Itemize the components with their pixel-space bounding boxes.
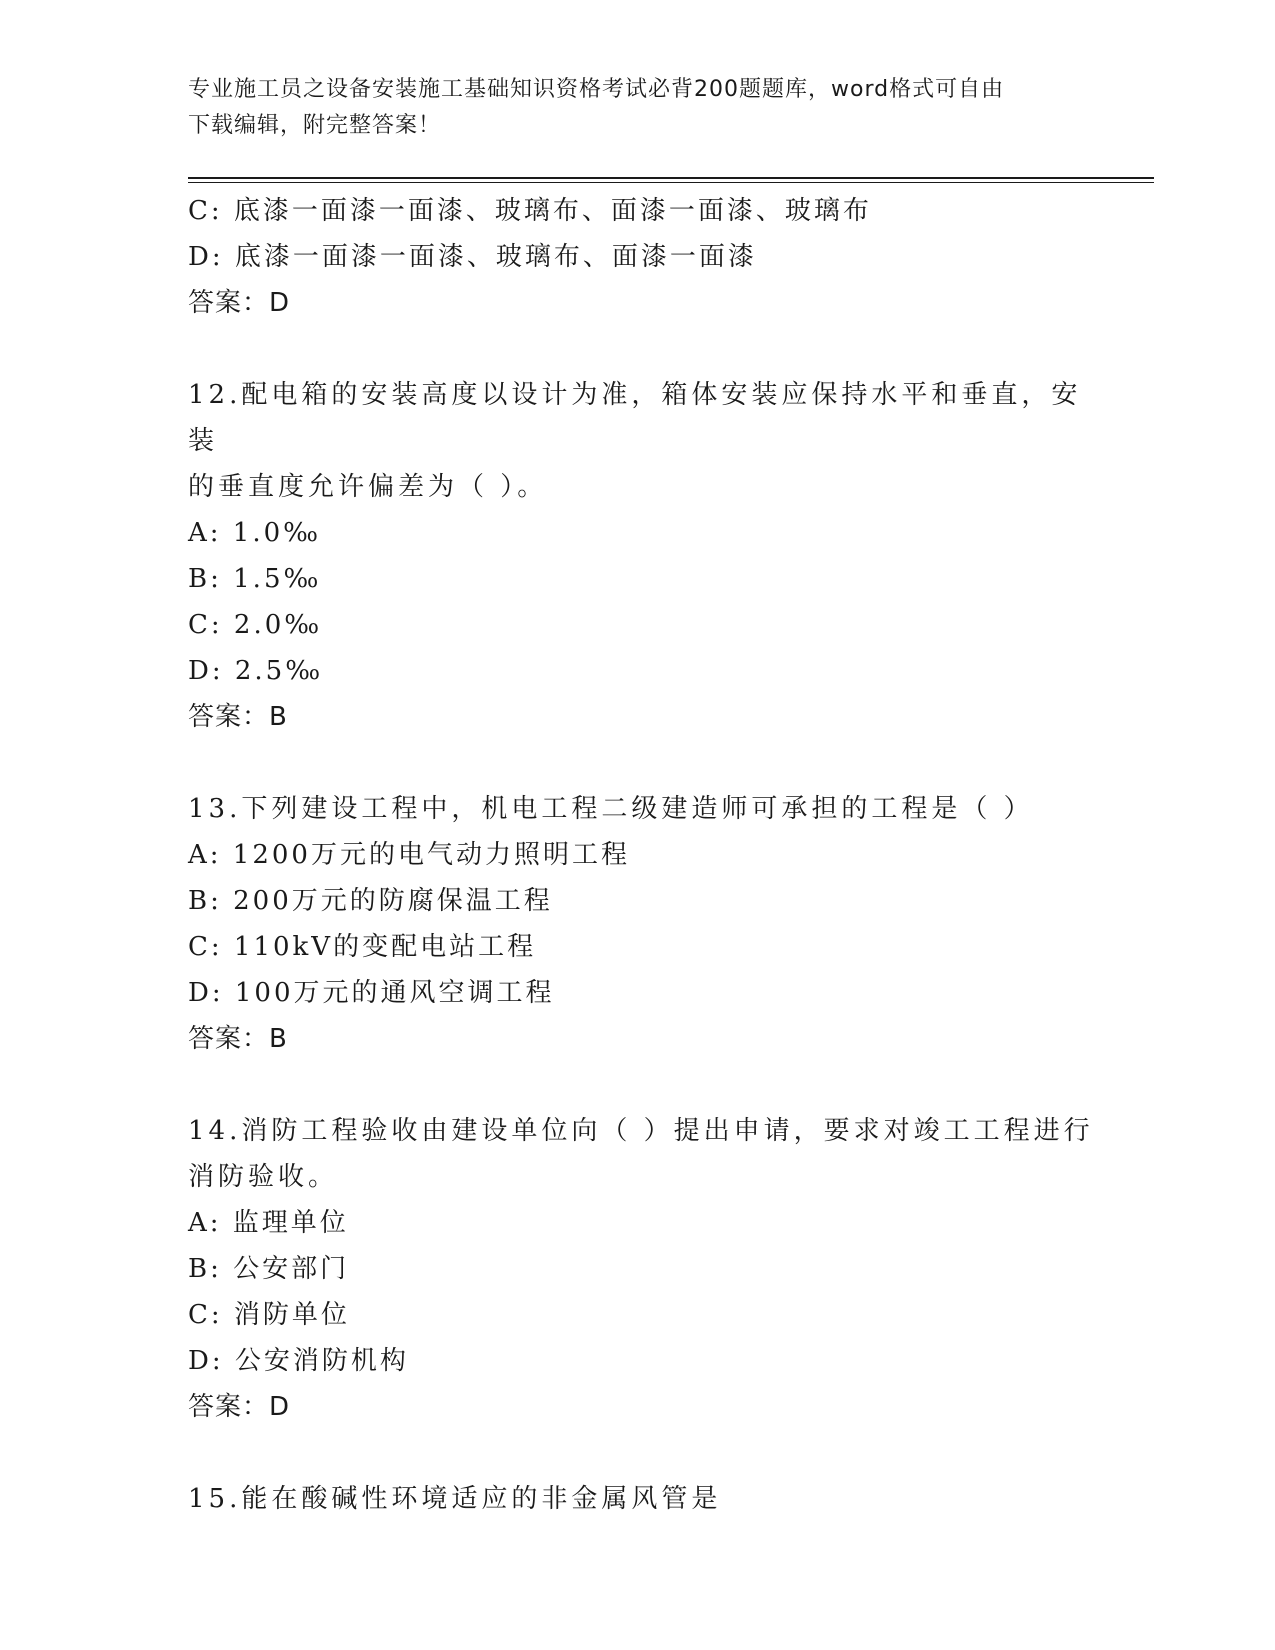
option-d: D: 100万元的通风空调工程 — [188, 978, 555, 1008]
question-11-continuation — [188, 188, 1108, 326]
question-text-line-1: 15.能在酸碱性环境适应的非金属风管是 — [188, 1484, 722, 1514]
option-d: D: 公安消防机构 — [188, 1346, 409, 1376]
option-d: D: 底漆一面漆一面漆、玻璃布、面漆一面漆 — [188, 242, 757, 272]
document-header — [188, 72, 1068, 144]
spacer — [188, 740, 1108, 786]
question-text-line-1: 12.配电箱的安装高度以设计为准，箱体安装应保持水平和垂直，安装 — [188, 380, 1082, 456]
option-c: C: 110kV的变配电站工程 — [188, 932, 537, 962]
option-c: C: 消防单位 — [188, 1300, 350, 1330]
spacer — [188, 326, 1108, 372]
question-13 — [188, 786, 1108, 1062]
answer: 答案：D — [188, 1392, 291, 1422]
option-d: D: 2.5‰ — [188, 656, 324, 686]
option-c: C: 2.0‰ — [188, 610, 323, 640]
option-a: A: 1.0‰ — [188, 518, 322, 548]
answer: 答案：B — [188, 1024, 288, 1054]
question-text-line-1: 13.下列建设工程中，机电工程二级建造师可承担的工程是（ ） — [188, 794, 1034, 824]
option-b: B: 公安部门 — [188, 1254, 350, 1284]
header-title-line-2: 下载编辑，附完整答案！ — [188, 113, 442, 138]
question-text-line-2: 的垂直度允许偏差为（ ）。 — [188, 472, 548, 502]
option-b: B: 1.5‰ — [188, 564, 322, 594]
option-a: A: 1200万元的电气动力照明工程 — [188, 840, 630, 870]
question-text-line-1: 14.消防工程验收由建设单位向（ ）提出申请，要求对竣工工程进行 — [188, 1116, 1094, 1146]
answer: 答案：B — [188, 702, 288, 732]
question-text-line-2: 消防验收。 — [188, 1162, 339, 1192]
option-c: C: 底漆一面漆一面漆、玻璃布、面漆一面漆、玻璃布 — [188, 196, 872, 226]
question-14 — [188, 1108, 1108, 1430]
question-15 — [188, 1476, 1108, 1522]
spacer — [188, 1430, 1108, 1476]
spacer — [188, 1062, 1108, 1108]
header-divider — [188, 177, 1154, 183]
question-content — [188, 188, 1108, 1522]
option-a: A: 监理单位 — [188, 1208, 349, 1238]
question-12 — [188, 372, 1108, 740]
header-title-line-1: 专业施工员之设备安装施工基础知识资格考试必背200题题库，word格式可自由 — [188, 77, 1005, 102]
answer: 答案：D — [188, 288, 291, 318]
option-b: B: 200万元的防腐保温工程 — [188, 886, 553, 916]
